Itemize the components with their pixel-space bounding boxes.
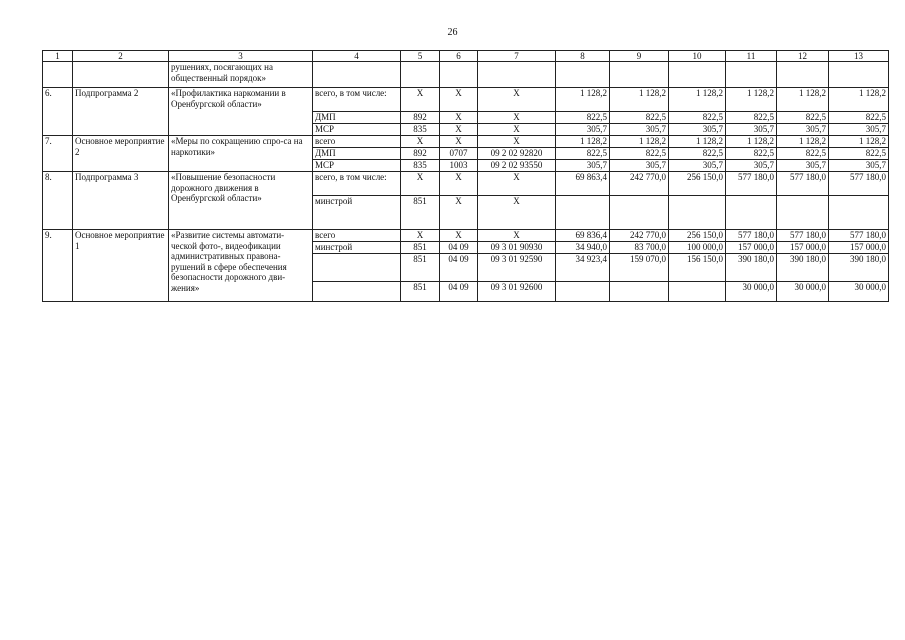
cell-rzpr: X	[440, 230, 478, 242]
cell-name: «Развитие системы автомати-ческой фото-, видеофикации административных правона-рушений в сфере обеспечения безопасности дорожного дви-жения»	[169, 230, 313, 302]
header-cell: 6	[440, 51, 478, 62]
cell-value: 305,7	[556, 124, 610, 136]
cell-responsible: всего	[313, 230, 401, 242]
cell-value: 305,7	[829, 160, 889, 172]
cell-value: 822,5	[669, 148, 726, 160]
cell-value: 305,7	[726, 124, 777, 136]
cell-csr: 09 3 01 90930	[478, 242, 556, 254]
cell-value: 305,7	[556, 160, 610, 172]
cell-value: 577 180,0	[777, 172, 829, 196]
cell-empty	[777, 62, 829, 88]
cell-value: 822,5	[669, 112, 726, 124]
cell-value: 390 180,0	[777, 254, 829, 282]
table-row	[43, 136, 889, 148]
cell-value: 157 000,0	[777, 242, 829, 254]
cell-value: 1 128,2	[556, 136, 610, 148]
cell-csr: 09 2 02 92820	[478, 148, 556, 160]
cell-responsible: МСР	[313, 160, 401, 172]
cell-value: 305,7	[669, 124, 726, 136]
cell-value: 69 836,4	[556, 230, 610, 242]
cell-value: 822,5	[777, 148, 829, 160]
cell-value: 822,5	[777, 112, 829, 124]
cell-value: 34 923,4	[556, 254, 610, 282]
cell-name: рушениях, посягающих на общественный порядок»	[169, 62, 313, 88]
cell-empty	[43, 62, 73, 88]
header-cell: 4	[313, 51, 401, 62]
cell-empty	[73, 62, 169, 88]
cell-number: 7.	[43, 136, 73, 172]
cell-rzpr: 04 09	[440, 282, 478, 302]
cell-rzpr: X	[440, 172, 478, 196]
cell-value: 305,7	[610, 160, 669, 172]
header-cell: 13	[829, 51, 889, 62]
cell-value	[669, 282, 726, 302]
cell-value: 100 000,0	[669, 242, 726, 254]
cell-value: 69 863,4	[556, 172, 610, 196]
cell-grbs: X	[401, 172, 440, 196]
cell-empty	[401, 62, 440, 88]
cell-value: 30 000,0	[777, 282, 829, 302]
cell-grbs: X	[401, 88, 440, 112]
table-row	[43, 88, 889, 112]
cell-value: 822,5	[726, 148, 777, 160]
cell-value: 156 150,0	[669, 254, 726, 282]
cell-value	[610, 196, 669, 230]
header-cell: 2	[73, 51, 169, 62]
cell-value	[556, 196, 610, 230]
cell-type: Подпрограмма 2	[73, 88, 169, 136]
cell-grbs: 851	[401, 254, 440, 282]
cell-value: 822,5	[726, 112, 777, 124]
cell-rzpr: X	[440, 112, 478, 124]
cell-value: 1 128,2	[726, 88, 777, 112]
cell-number: 9.	[43, 230, 73, 302]
cell-value: 305,7	[726, 160, 777, 172]
cell-rzpr: X	[440, 88, 478, 112]
cell-grbs: 835	[401, 124, 440, 136]
cell-rzpr: 04 09	[440, 242, 478, 254]
cell-value: 577 180,0	[726, 230, 777, 242]
cell-responsible	[313, 282, 401, 302]
cell-csr: 09 3 01 92590	[478, 254, 556, 282]
header-cell: 12	[777, 51, 829, 62]
header-cell: 11	[726, 51, 777, 62]
table-row-continuation	[43, 62, 889, 88]
cell-value: 822,5	[829, 148, 889, 160]
cell-number: 8.	[43, 172, 73, 230]
cell-csr: X	[478, 196, 556, 230]
cell-value: 577 180,0	[777, 230, 829, 242]
cell-grbs: 835	[401, 160, 440, 172]
table-header-row	[43, 51, 889, 62]
table-row	[43, 230, 889, 242]
cell-value: 390 180,0	[829, 254, 889, 282]
cell-empty	[440, 62, 478, 88]
page-number: 26	[447, 27, 458, 38]
cell-csr: X	[478, 88, 556, 112]
cell-value: 242 770,0	[610, 230, 669, 242]
cell-value: 577 180,0	[829, 172, 889, 196]
cell-csr: X	[478, 124, 556, 136]
cell-rzpr: X	[440, 124, 478, 136]
cell-csr: X	[478, 230, 556, 242]
cell-value	[556, 282, 610, 302]
header-cell: 8	[556, 51, 610, 62]
cell-csr: X	[478, 136, 556, 148]
cell-value: 822,5	[610, 112, 669, 124]
cell-name: «Профилактика наркомании в Оренбургской области»	[169, 88, 313, 136]
cell-value: 1 128,2	[829, 88, 889, 112]
cell-responsible: всего, в том числе:	[313, 88, 401, 112]
cell-responsible: ДМП	[313, 112, 401, 124]
cell-empty	[669, 62, 726, 88]
cell-type: Основное мероприятие 1	[73, 230, 169, 302]
cell-responsible: всего	[313, 136, 401, 148]
cell-value: 822,5	[610, 148, 669, 160]
cell-value: 1 128,2	[777, 88, 829, 112]
cell-type: Подпрограмма 3	[73, 172, 169, 230]
cell-empty	[726, 62, 777, 88]
cell-responsible: ДМП	[313, 148, 401, 160]
cell-name: «Меры по сокращению спро-са на наркотики»	[169, 136, 313, 172]
cell-empty	[313, 62, 401, 88]
cell-value: 577 180,0	[829, 230, 889, 242]
cell-value: 305,7	[669, 160, 726, 172]
cell-value: 822,5	[556, 112, 610, 124]
cell-rzpr: X	[440, 196, 478, 230]
cell-value: 1 128,2	[610, 136, 669, 148]
cell-type: Основное мероприятие 2	[73, 136, 169, 172]
cell-value: 157 000,0	[829, 242, 889, 254]
cell-value: 159 070,0	[610, 254, 669, 282]
cell-grbs: 892	[401, 148, 440, 160]
cell-value	[777, 196, 829, 230]
cell-value: 305,7	[777, 160, 829, 172]
cell-csr: X	[478, 172, 556, 196]
cell-value: 34 940,0	[556, 242, 610, 254]
header-cell: 9	[610, 51, 669, 62]
cell-value: 577 180,0	[726, 172, 777, 196]
cell-grbs: 851	[401, 242, 440, 254]
header-cell: 3	[169, 51, 313, 62]
cell-value: 305,7	[829, 124, 889, 136]
cell-empty	[829, 62, 889, 88]
cell-value	[829, 196, 889, 230]
cell-value: 242 770,0	[610, 172, 669, 196]
cell-rzpr: 04 09	[440, 254, 478, 282]
cell-responsible: всего, в том числе:	[313, 172, 401, 196]
cell-empty	[556, 62, 610, 88]
cell-value	[726, 196, 777, 230]
cell-value: 1 128,2	[556, 88, 610, 112]
cell-value: 256 150,0	[669, 230, 726, 242]
cell-grbs: 851	[401, 196, 440, 230]
header-cell: 5	[401, 51, 440, 62]
cell-csr: 09 2 02 93550	[478, 160, 556, 172]
cell-value: 822,5	[829, 112, 889, 124]
table-row	[43, 172, 889, 196]
cell-empty	[610, 62, 669, 88]
cell-name: «Повышение безопасности дорожного движения в Оренбургской области»	[169, 172, 313, 230]
cell-value: 157 000,0	[726, 242, 777, 254]
budget-table	[42, 50, 889, 302]
cell-csr: X	[478, 112, 556, 124]
cell-value: 305,7	[777, 124, 829, 136]
cell-grbs: 892	[401, 112, 440, 124]
cell-responsible: минстрой	[313, 196, 401, 230]
cell-value: 390 180,0	[726, 254, 777, 282]
cell-value: 1 128,2	[829, 136, 889, 148]
cell-csr: 09 3 01 92600	[478, 282, 556, 302]
cell-value: 305,7	[610, 124, 669, 136]
header-cell: 1	[43, 51, 73, 62]
cell-grbs: X	[401, 136, 440, 148]
cell-value: 83 700,0	[610, 242, 669, 254]
cell-rzpr: X	[440, 136, 478, 148]
cell-value	[669, 196, 726, 230]
cell-value: 822,5	[556, 148, 610, 160]
cell-number: 6.	[43, 88, 73, 136]
cell-value: 30 000,0	[829, 282, 889, 302]
cell-value: 1 128,2	[777, 136, 829, 148]
cell-rzpr: 0707	[440, 148, 478, 160]
cell-value: 1 128,2	[726, 136, 777, 148]
cell-value: 1 128,2	[669, 88, 726, 112]
cell-rzpr: 1003	[440, 160, 478, 172]
header-cell: 7	[478, 51, 556, 62]
cell-responsible: минстрой	[313, 242, 401, 254]
cell-empty	[478, 62, 556, 88]
cell-grbs: X	[401, 230, 440, 242]
cell-responsible: МСР	[313, 124, 401, 136]
cell-value: 30 000,0	[726, 282, 777, 302]
cell-value: 1 128,2	[669, 136, 726, 148]
header-cell: 10	[669, 51, 726, 62]
cell-value	[610, 282, 669, 302]
cell-value: 256 150,0	[669, 172, 726, 196]
cell-grbs: 851	[401, 282, 440, 302]
cell-value: 1 128,2	[610, 88, 669, 112]
cell-responsible	[313, 254, 401, 282]
